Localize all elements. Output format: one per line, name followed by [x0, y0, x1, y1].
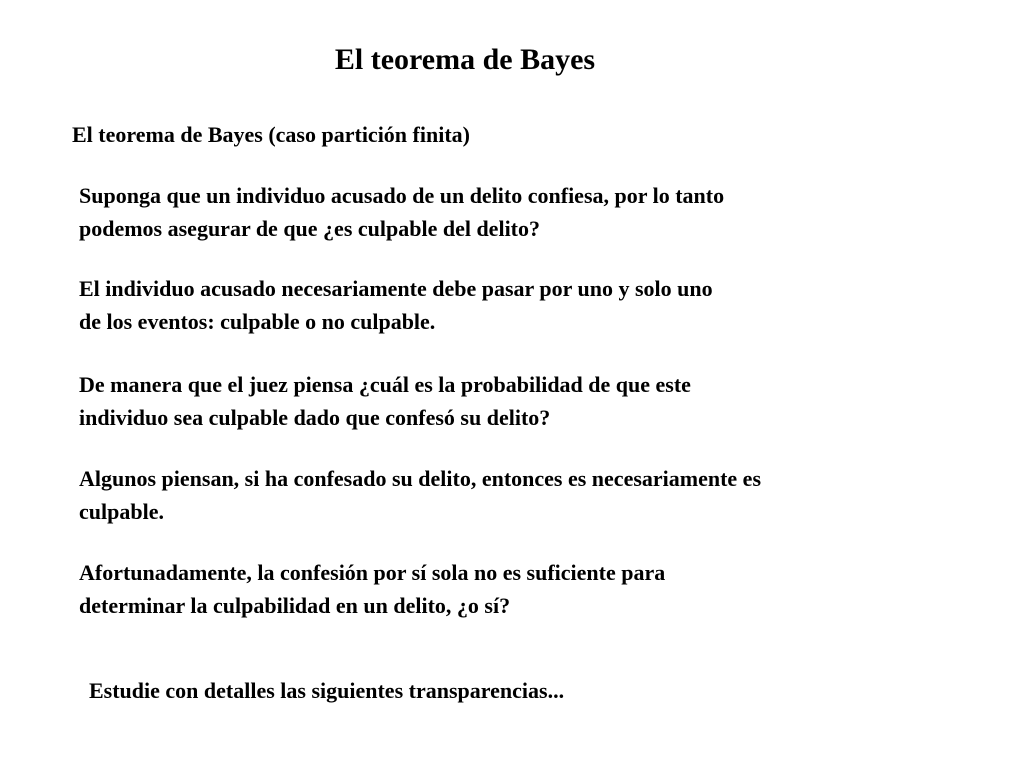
paragraph-line: El individuo acusado necesariamente debe pasar por uno y solo uno	[79, 276, 713, 301]
paragraph-line: individuo sea culpable dado que confesó su delito?	[79, 405, 551, 430]
paragraph-line: De manera que el juez piensa ¿cuál es la probabilidad de que este	[79, 372, 691, 397]
slide-title: El teorema de Bayes	[334, 43, 596, 76]
paragraph-line: Algunos piensan, si ha confesado su delito, entonces es necesariamente es	[79, 466, 762, 491]
paragraph-line: de los eventos: culpable o no culpable.	[79, 309, 436, 334]
paragraph-judge	[79, 368, 979, 434]
paragraph-line: Afortunadamente, la confesión por sí sola no es suficiente para	[79, 560, 666, 585]
paragraph-opinion	[79, 462, 979, 528]
paragraph-fortunately	[79, 556, 979, 622]
paragraph-line: podemos asegurar de que ¿es culpable del delito?	[79, 216, 541, 241]
paragraph-line: determinar la culpabilidad en un delito, ¿o sí?	[79, 593, 511, 618]
paragraph-events	[79, 272, 979, 338]
paragraph-line: Suponga que un individuo acusado de un delito confiesa, por lo tanto	[79, 183, 725, 208]
slide-subtitle: El teorema de Bayes (caso partición finita)	[72, 122, 470, 147]
slide-footer: Estudie con detalles las siguientes transparencias...	[89, 678, 565, 703]
paragraph-line: culpable.	[79, 499, 164, 524]
paragraph-confession	[79, 179, 979, 245]
